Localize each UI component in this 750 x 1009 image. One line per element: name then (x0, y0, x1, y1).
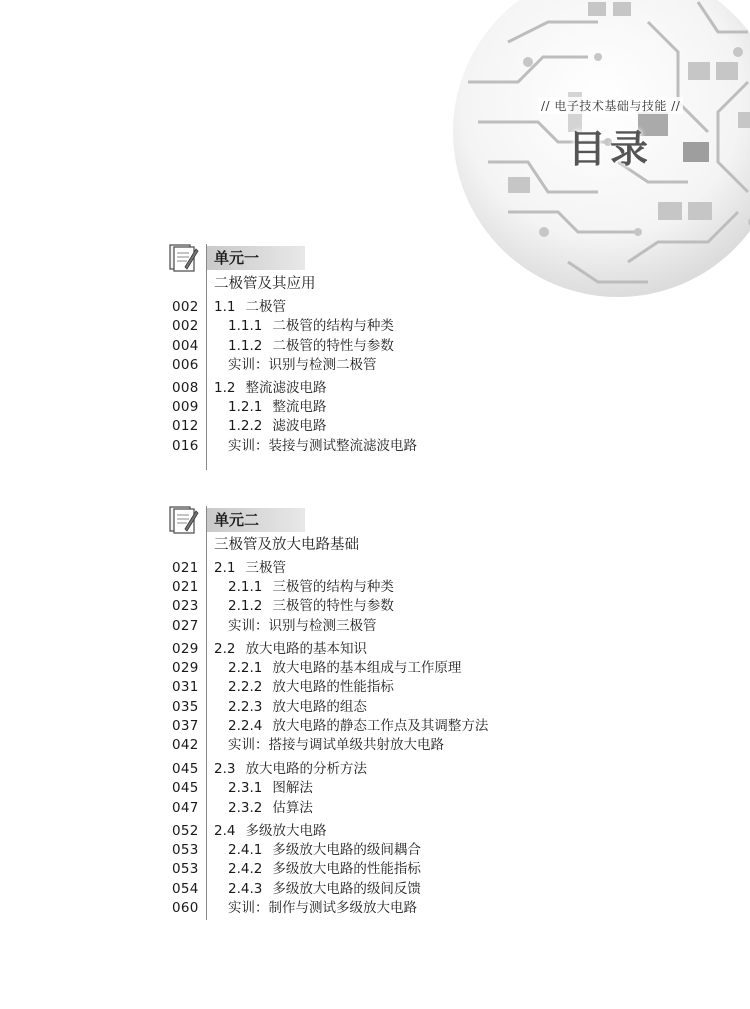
page-number: 045 (172, 761, 199, 777)
section-number: 1.1.1 (228, 318, 263, 334)
section-number: 1.2.1 (228, 399, 263, 415)
toc-entry[interactable] (0, 678, 750, 697)
section-title: 实训：搭接与调试单级共射放大电路 (228, 737, 444, 753)
page-number: 004 (172, 338, 199, 354)
section-title: 二极管的结构与种类 (272, 318, 394, 334)
toc-entry[interactable] (0, 578, 750, 597)
section-number: 2.1.1 (228, 579, 263, 595)
section-number: 2.3 (214, 761, 236, 777)
section-title: 多级放大电路的性能指标 (272, 861, 421, 877)
page-number: 021 (172, 560, 199, 576)
section-number: 2.3.1 (228, 780, 263, 796)
toc-entry[interactable] (0, 760, 750, 779)
toc-entry[interactable] (0, 899, 750, 918)
page-number: 052 (172, 823, 199, 839)
section-title: 实训：制作与测试多级放大电路 (228, 900, 417, 916)
section-title: 放大电路的组态 (272, 699, 367, 715)
section-number: 2.2 (214, 641, 236, 657)
unit-label: 单元二 (207, 508, 305, 532)
section-title: 多级放大电路 (245, 823, 327, 839)
section-number: 1.1 (214, 299, 236, 315)
page-title: 目录 (568, 127, 653, 171)
toc-entry[interactable] (0, 356, 750, 375)
toc-entry[interactable] (0, 717, 750, 736)
page-number: 042 (172, 737, 199, 753)
toc-entry[interactable] (0, 736, 750, 755)
section-title: 多级放大电路的级间耦合 (272, 842, 421, 858)
section-title: 三极管的结构与种类 (272, 579, 394, 595)
page-number: 012 (172, 418, 199, 434)
toc-entry[interactable] (0, 659, 750, 678)
section-title: 放大电路的静态工作点及其调整方法 (272, 718, 489, 734)
page-number: 002 (172, 299, 199, 315)
page-number: 002 (172, 318, 199, 334)
page-number: 027 (172, 618, 199, 634)
section-number: 2.4 (214, 823, 236, 839)
page-number: 053 (172, 842, 199, 858)
section-title: 三极管 (245, 560, 286, 576)
section-title: 放大电路的性能指标 (272, 679, 394, 695)
toc-entry[interactable] (0, 880, 750, 899)
toc-entry[interactable] (0, 337, 750, 356)
page-number: 029 (172, 660, 199, 676)
page-number: 029 (172, 641, 199, 657)
section-number: 2.1.2 (228, 598, 263, 614)
section-number: 2.2.1 (228, 660, 263, 676)
unit-title: 三极管及放大电路基础 (214, 537, 359, 553)
toc-entry[interactable] (0, 417, 750, 436)
toc-entry[interactable] (0, 841, 750, 860)
unit-title: 二极管及其应用 (214, 276, 316, 292)
page-number: 008 (172, 380, 199, 396)
section-title: 放大电路的分析方法 (245, 761, 367, 777)
toc-entry[interactable] (0, 597, 750, 616)
section-title: 二极管的特性与参数 (272, 338, 394, 354)
page-number: 016 (172, 438, 199, 454)
page-number: 023 (172, 598, 199, 614)
page-number: 006 (172, 357, 199, 373)
toc-entry[interactable] (0, 860, 750, 879)
section-number: 2.4.2 (228, 861, 263, 877)
section-number: 1.2.2 (228, 418, 263, 434)
section-number: 2.2.2 (228, 679, 263, 695)
unit-label: 单元一 (207, 246, 305, 270)
toc-entry[interactable] (0, 779, 750, 798)
toc-entry[interactable] (0, 698, 750, 717)
toc-entry[interactable] (0, 799, 750, 818)
page-number: 031 (172, 679, 199, 695)
page-number: 021 (172, 579, 199, 595)
page-number: 037 (172, 718, 199, 734)
section-number: 2.2.3 (228, 699, 263, 715)
toc-entry[interactable] (0, 822, 750, 841)
section-number: 2.4.3 (228, 881, 263, 897)
section-title: 整流滤波电路 (245, 380, 327, 396)
section-number: 2.2.4 (228, 718, 263, 734)
section-title: 图解法 (272, 780, 313, 796)
toc-entry[interactable] (0, 298, 750, 317)
page-number: 054 (172, 881, 199, 897)
section-title: 放大电路的基本组成与工作原理 (272, 660, 462, 676)
notebook-icon (167, 505, 199, 535)
toc-entry[interactable] (0, 437, 750, 456)
section-title: 实训：识别与检测二极管 (228, 357, 377, 373)
section-number: 1.1.2 (228, 338, 263, 354)
page-number: 009 (172, 399, 199, 415)
section-title: 实训：识别与检测三极管 (228, 618, 377, 634)
page-number: 035 (172, 699, 199, 715)
section-number: 2.1 (214, 560, 236, 576)
notebook-icon (167, 243, 199, 273)
section-number: 1.2 (214, 380, 236, 396)
toc-entry[interactable] (0, 398, 750, 417)
page-number: 053 (172, 861, 199, 877)
page-number: 047 (172, 800, 199, 816)
page-number: 060 (172, 900, 199, 916)
section-title: 二极管 (245, 299, 286, 315)
section-title: 多级放大电路的级间反馈 (272, 881, 421, 897)
section-title: 整流电路 (272, 399, 327, 415)
toc-entry[interactable] (0, 640, 750, 659)
toc-entry[interactable] (0, 559, 750, 578)
section-number: 2.4.1 (228, 842, 263, 858)
section-title: 实训：装接与测试整流滤波电路 (228, 438, 417, 454)
toc-entry[interactable] (0, 317, 750, 336)
section-title: 估算法 (272, 800, 313, 816)
section-number: 2.3.2 (228, 800, 263, 816)
toc-entry[interactable] (0, 379, 750, 398)
page-number: 045 (172, 780, 199, 796)
section-title: 三极管的特性与参数 (272, 598, 394, 614)
section-title: 放大电路的基本知识 (245, 641, 367, 657)
toc-entry[interactable] (0, 617, 750, 636)
book-series-title: // 电子技术基础与技能 // (538, 97, 683, 114)
section-title: 滤波电路 (272, 418, 327, 434)
